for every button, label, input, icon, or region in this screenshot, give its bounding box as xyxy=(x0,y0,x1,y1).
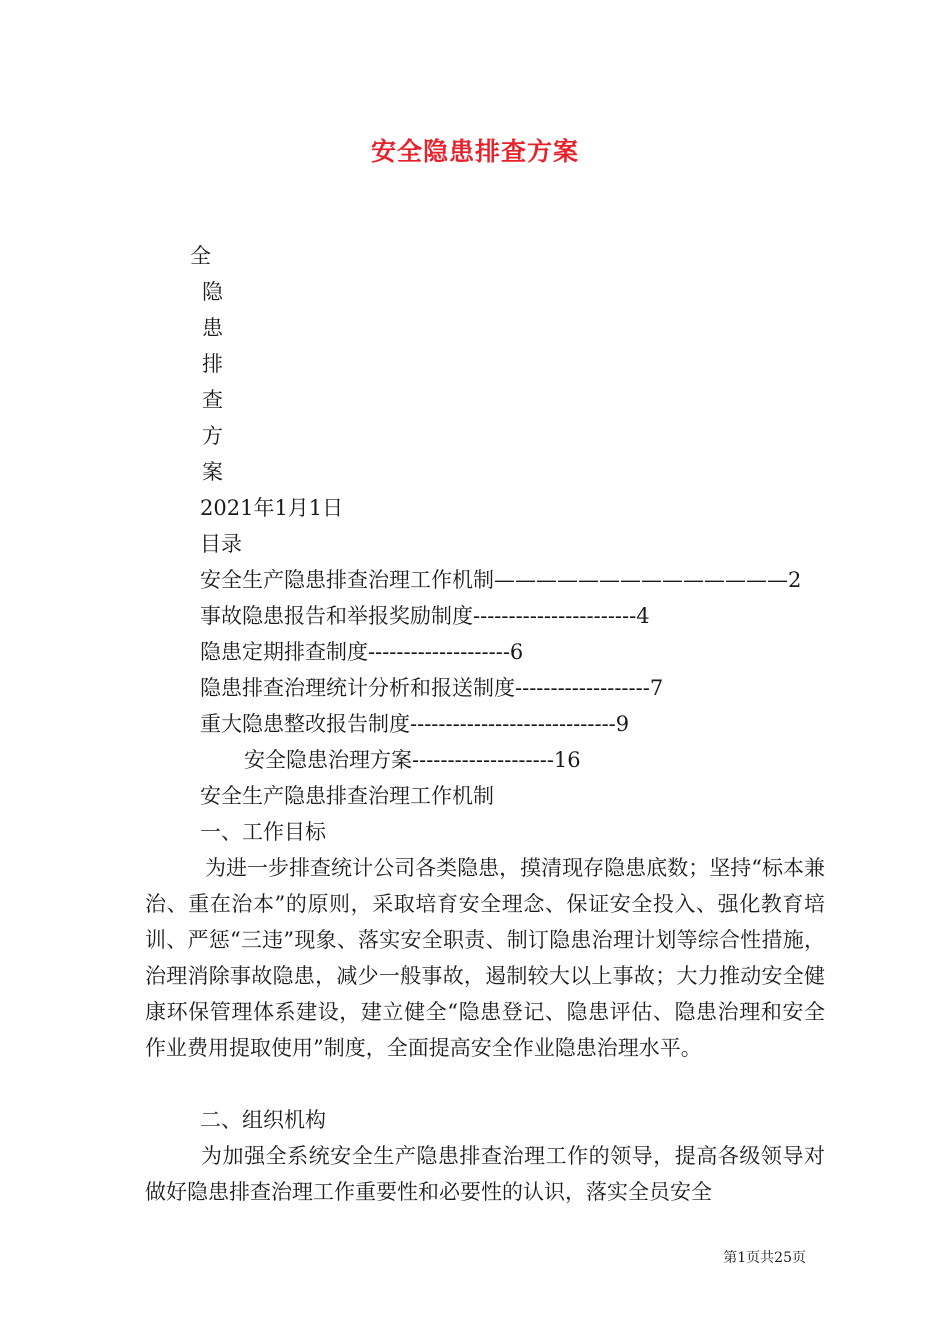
page-title: 安全隐患排查方案 xyxy=(370,137,579,166)
vertical-title-char: 全 xyxy=(190,244,211,268)
section-heading: 一、工作目标 xyxy=(200,820,326,844)
page-footer: 第1页共25页 xyxy=(723,1250,806,1266)
vertical-title-char: 方 xyxy=(202,424,223,448)
toc-heading: 目录 xyxy=(200,532,242,556)
vertical-title-char: 排 xyxy=(202,352,223,376)
section-heading: 二、组织机构 xyxy=(200,1108,326,1132)
toc-item[interactable]: 安全隐患治理方案--------------------16 xyxy=(244,748,581,772)
section-title: 安全生产隐患排查治理工作机制 xyxy=(200,784,494,808)
toc-item[interactable]: 隐患排查治理统计分析和报送制度-------------------7 xyxy=(200,676,664,700)
toc-item[interactable]: 重大隐患整改报告制度-----------------------------9 xyxy=(200,712,630,736)
toc-item[interactable]: 事故隐患报告和举报奖励制度-----------------------4 xyxy=(200,604,650,628)
vertical-title-char: 查 xyxy=(202,388,223,412)
vertical-title-char: 患 xyxy=(202,316,223,340)
vertical-title-char: 隐 xyxy=(202,280,223,304)
document-date: 2021年1月1日 xyxy=(200,496,344,520)
body-paragraph: 为进一步排查统计公司各类隐患，摸清现存隐患底数；坚持“标本兼治、重在治本”的原则，采取培育安全理念、保证安全投入、强化教育培训、严惩“三违”现象、落实安全职责、制订隐患治理计划等综合性措施，治理消除事故隐患，减少一般事故，遏制较大以上事故；大力推动安全健康环保管理体系建设，建立健全“隐患登记、隐患评估、隐患治理和安全作业费用提取使用”制度，全面提高安全作业隐患治理水平。 xyxy=(145,856,825,1060)
vertical-title-char: 案 xyxy=(202,460,223,484)
toc-item[interactable]: 安全生产隐患排查治理工作机制——————————————2 xyxy=(200,568,802,592)
toc-item[interactable]: 隐患定期排查制度--------------------6 xyxy=(200,640,524,664)
body-paragraph: 为加强全系统安全生产隐患排查治理工作的领导，提高各级领导对做好隐患排查治理工作重要性和必要性的认识，落实全员安全 xyxy=(145,1144,825,1204)
